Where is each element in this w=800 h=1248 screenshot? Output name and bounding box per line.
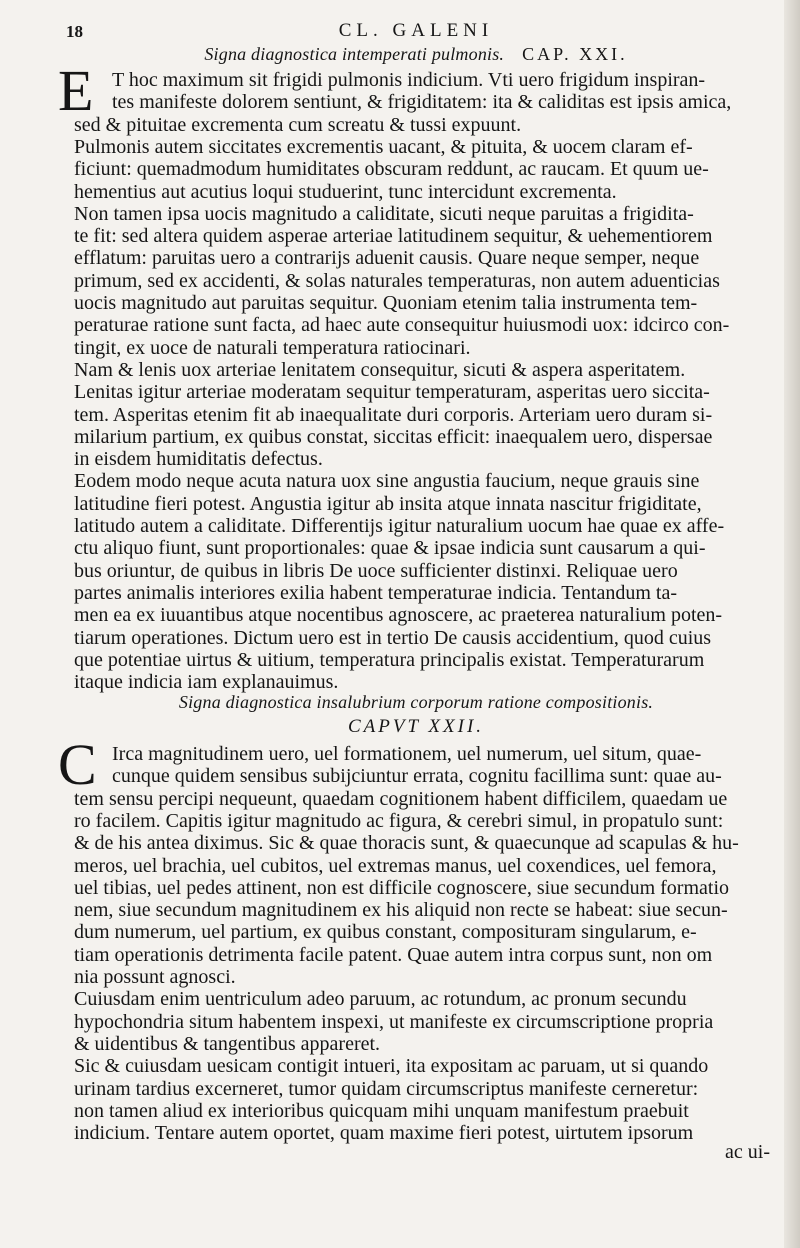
text-line: Eodem modo neque acuta natura uox sine angustia faucium, neque grauis sine — [74, 470, 700, 493]
text-line: uel tibias, uel pedes attinent, non est difficile cognoscere, siue secundum formatio — [74, 876, 729, 899]
text-line: in eisdem humiditatis defectus. — [74, 448, 323, 471]
chapter-21-heading — [60, 44, 772, 68]
text-line: peraturae ratione sunt facta, ad haec aute consequitur huiusmodi uox: idcirco con- — [74, 314, 730, 337]
text-line: meros, uel brachia, uel cubitos, uel extremas manus, uel coxendices, uel femora, — [74, 854, 717, 877]
text-line: hementius aut acutius loqui studuerint, tunc intercidunt excrementa. — [74, 180, 617, 203]
text-line: partes animalis interiores exilia habent temperaturae indicia. Tentandum ta- — [74, 581, 677, 604]
text-line: tiam operationis detrimenta facile patent. Quae autem intra corpus sunt, non om — [74, 943, 713, 966]
text-line: tem sensu percipi nequeunt, quaedam cognitionem habent difficilem, quaedam ue — [74, 787, 728, 810]
text-line: latitudo autem a caliditate. Differentijs igitur naturalium uocum hae quae ex affe- — [74, 515, 725, 537]
text-line: tem. Asperitas etenim fit ab inaequalitate duri corporis. Arteriam uero duram si- — [74, 403, 713, 426]
chapter-22-heading — [60, 692, 772, 716]
catchword: ac ui- — [725, 1141, 770, 1163]
text-line: nia possunt agnosci. — [74, 966, 236, 988]
text-line: Pulmonis autem siccitates excrementis uacant, & pituita, & uocem claram ef- — [74, 135, 693, 158]
text-line: tingit, ex uoce de naturali temperatura ratiocinari. — [74, 336, 471, 359]
running-head — [60, 20, 772, 44]
text-line: T hoc maximum sit frigidi pulmonis indicium. Vti uero frigidum inspiran- — [112, 69, 706, 91]
text-line: sed & pituitae excrementa cum screatu & tussi expuunt. — [74, 113, 522, 136]
text-line: que potentiae uirtus & uitium, temperatura principalis existat. Temperaturarum — [74, 648, 705, 671]
text-line: Cuiusdam enim uentriculum adeo paruum, ac rotundum, ac pronum secundu — [74, 988, 687, 1011]
page-number: 18 — [66, 22, 83, 41]
text-line: Irca magnitudinem uero, uel formationem, uel numerum, uel situm, quae- — [112, 743, 702, 765]
text-line: urinam tardius excerneret, tumor quidam circumscriptus manifeste cerneretur: — [74, 1077, 699, 1100]
text-line: & uidentibus & tangentibus appareret. — [74, 1032, 381, 1055]
text-line: nem, siue secundum magnitudinem ex his aliquid non recte se habeat: siue secun- — [74, 899, 728, 922]
chapter-22-title: Signa diagnostica insalubrium corporum ratione compositionis. — [178, 692, 654, 712]
text-line: ficiunt: quemadmodum humiditates obscuram reddunt, ac raucam. Et quum ue- — [74, 158, 709, 181]
chapter-21-title: Signa diagnostica intemperati pulmonis. — [204, 44, 505, 64]
text-line: itaque indicia iam explanauimus. — [74, 671, 339, 694]
text-line: tiarum operationes. Dictum uero est in tertio De causis accidentium, quod cuius — [74, 626, 712, 649]
text-line: Lenitas igitur arteriae moderatam sequitur temperaturam, asperitas uero siccita- — [74, 381, 710, 404]
chapter-22-number: CAPVT XXII. — [347, 716, 485, 737]
text-line: & de his antea diximus. Sic & quae thoracis sunt, & quaecunque ad scapulas & hu- — [74, 832, 739, 855]
chapter-21-number: CAP. XXI. — [522, 44, 628, 64]
text-line: ro facilem. Capitis igitur magnitudo ac figura, & cerebri simul, in propatulo sunt: — [74, 809, 724, 832]
text-line: indicium. Tentare autem oportet, quam maxime fieri potest, uirtutem ipsorum — [74, 1122, 694, 1145]
text-line: hypochondria situm habentem inspexi, ut manifeste ex circumscriptione propria — [74, 1010, 714, 1033]
text-line: Nam & lenis uox arteriae lenitatem consequitur, sicuti & aspera asperitatem. — [74, 358, 686, 381]
chapter-21-drop-cap: E — [58, 58, 94, 123]
text-line: dum numerum, uel partium, ex quibus constant, composituram singularum, e- — [74, 921, 697, 944]
text-line: bus oriuntur, de quibus in libris De uoce sufficienter distinxi. Reliquae uero — [74, 559, 678, 582]
binding-shadow — [784, 0, 800, 1248]
text-line: Sic & cuiusdam uesicam contigit intueri, ita expositam ac paruam, ut si quando — [74, 1055, 709, 1078]
text-line: non tamen aliud ex interioribus quicquam mihi unquam manifestum praebuit — [74, 1099, 689, 1122]
text-line: te fit: sed altera quidem asperae arteriae latitudinem sequitur, & uehementiorem — [74, 225, 713, 248]
text-line: men ea ex iuuantibus atque nocentibus agnoscere, ac praeterea naturalium poten- — [74, 604, 723, 627]
text-line: ctu aliquo fiunt, sunt proportionales: quae & ipsae indicia sunt causarum a qui- — [74, 537, 706, 560]
chapter-22-drop-cap: C — [58, 732, 97, 797]
text-line: latitudine fieri potest. Angustia igitur ab insita atque innata nascitur frigiditate, — [74, 492, 702, 515]
text-line: tes manifeste dolorem sentiunt, & frigiditatem: ita & caliditas est ipsis amica, — [112, 91, 732, 114]
text-line: efflatum: paruitas uero a contrarijs aduenit causis. Quare neque semper, neque — [74, 247, 700, 270]
text-line: milarium partium, ex quibus constat, siccitas efficit: inaequalem uero, dispersae — [74, 425, 713, 448]
text-line: Non tamen ipsa uocis magnitudo a caliditate, sicuti neque paruitas a frigidita- — [74, 202, 694, 225]
text-line: primum, sed ex accidenti, & solas naturales temperaturas, non autem aduenticias — [74, 269, 720, 292]
text-line: cunque quidem sensibus subijciuntur errata, cognitu facillima sunt: quae au- — [112, 765, 722, 788]
running-title: CL. GALENI — [338, 20, 494, 41]
text-line: uocis magnitudo aut paruitas sequitur. Quoniam etenim talia instrumenta tem- — [74, 292, 698, 314]
